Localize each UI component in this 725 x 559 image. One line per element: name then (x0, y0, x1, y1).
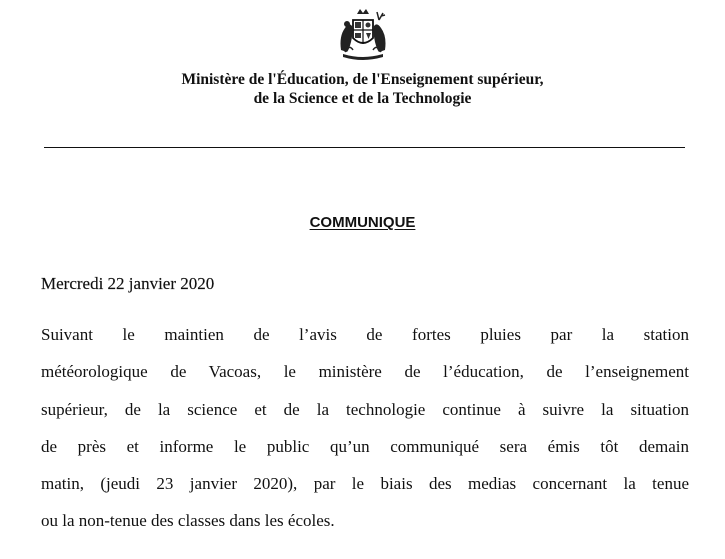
ministry-line-2: de la Science et de la Technologie (253, 90, 472, 107)
body-line: Suivant le maintien de l’avis de fortes pluies par la station (41, 325, 689, 344)
body-line: ou la non-tenue des classes dans les écoles. (41, 511, 335, 531)
communique-date: Mercredi 22 janvier 2020 (41, 274, 215, 293)
coat-of-arms-icon (331, 6, 395, 62)
ministry-name (0, 70, 725, 108)
communique-body (41, 316, 689, 540)
header-divider (44, 147, 685, 148)
body-line: supérieur, de la science et de la technologie continue à suivre la situation (41, 399, 689, 419)
communique-title: COMMUNIQUE (309, 214, 416, 231)
body-line: de près et informe le public qu’un communiqué sera émis tôt demain (41, 436, 689, 456)
body-line: météorologique de Vacoas, le ministère de l’éducation, de l’enseignement (41, 362, 689, 382)
body-line: matin, (jeudi 23 janvier 2020), par le biais des medias concernant la tenue (41, 474, 689, 494)
ministry-line-1: Ministère de l'Éducation, de l'Enseignement supérieur, (181, 71, 544, 88)
